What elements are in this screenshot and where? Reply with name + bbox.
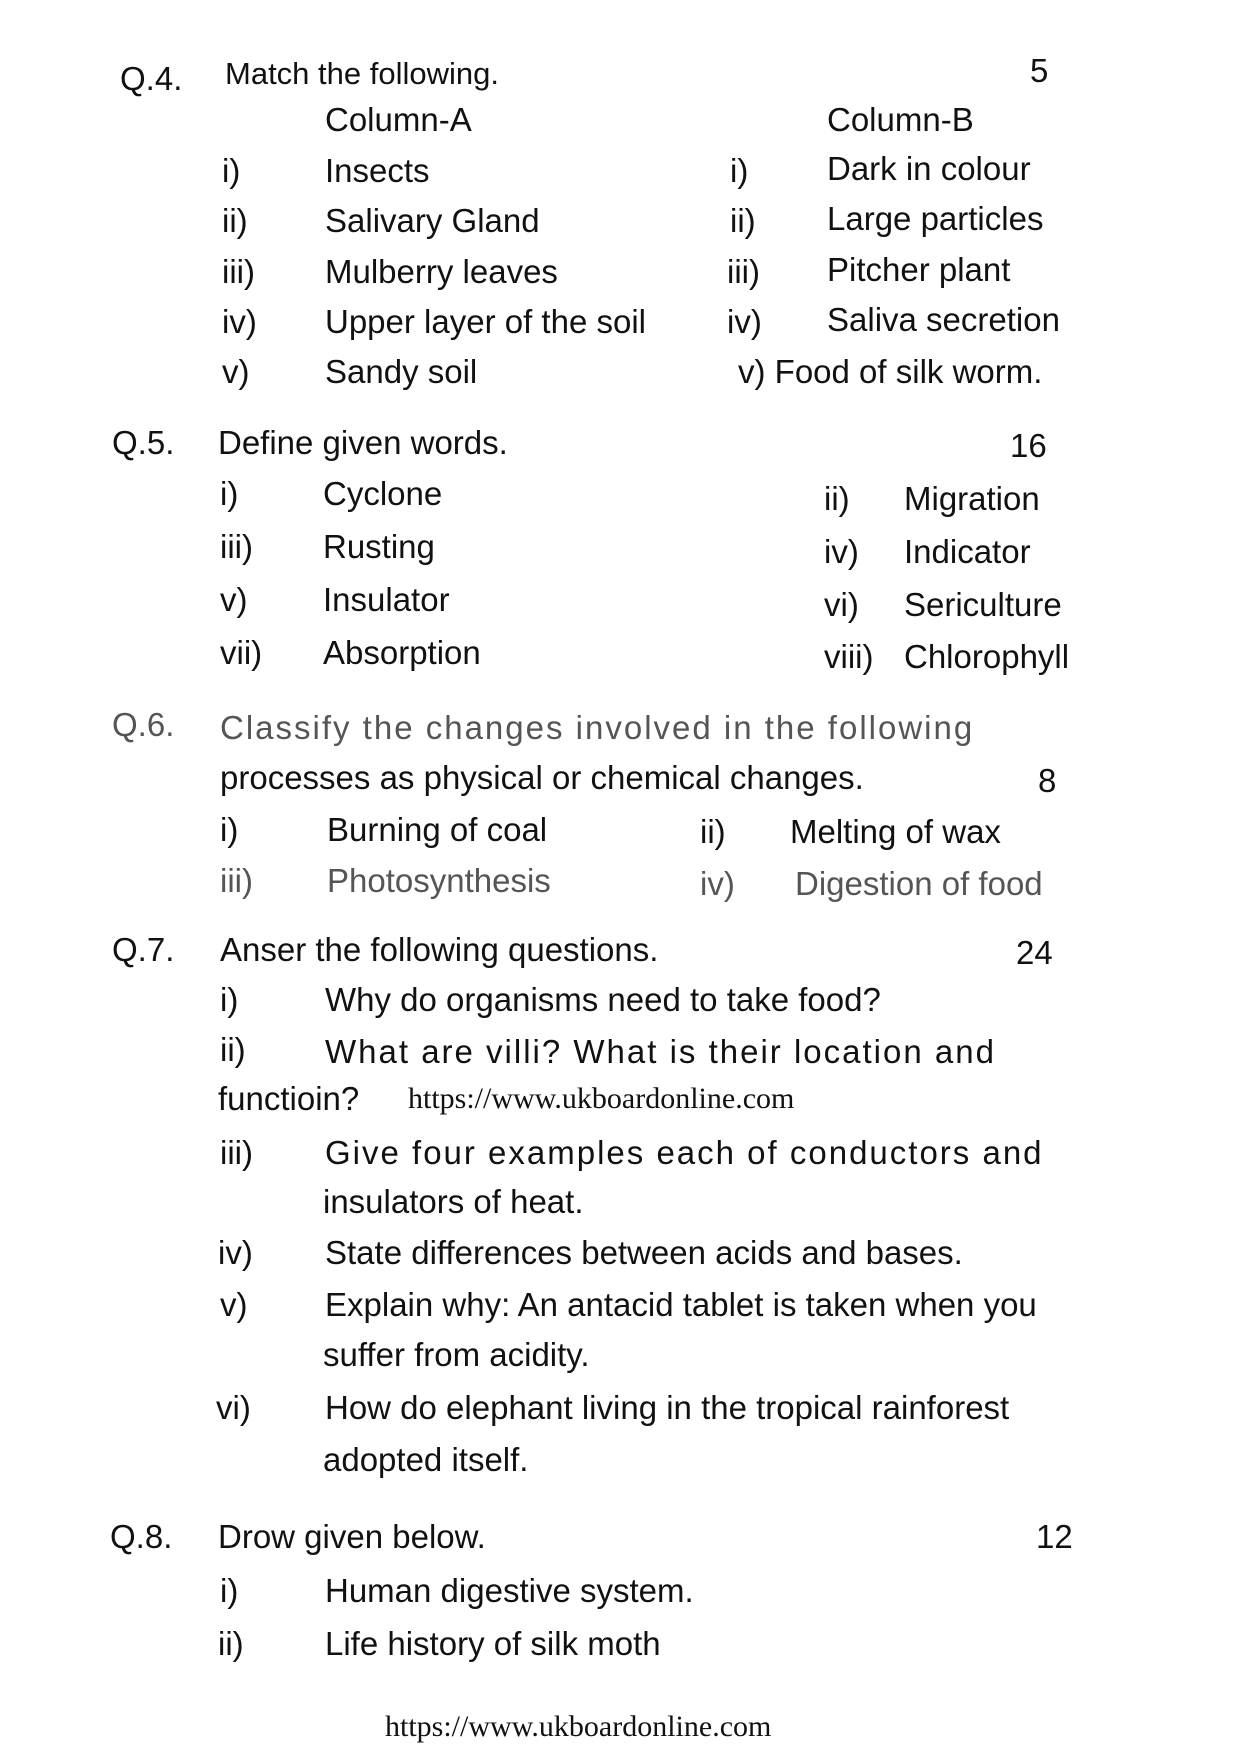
q4-b-text: Large particles [827, 200, 1044, 237]
q5-item-num: vii) [220, 634, 263, 671]
q6-marks: 8 [1038, 762, 1057, 799]
q6-item-text: Burning of coal [327, 811, 548, 848]
q5-number: Q.5. [112, 424, 175, 461]
q5-item-text: Indicator [904, 533, 1031, 570]
q4-a-text: Mulberry leaves [325, 253, 558, 290]
q7-item-line1: Give four examples each of conductors and [325, 1134, 1044, 1171]
q5-item-text: Rusting [323, 528, 435, 565]
q4-a-num: i) [222, 152, 241, 189]
q5-marks: 16 [1010, 427, 1047, 464]
q7-item-line1: Explain why: An antacid tablet is taken when you [325, 1286, 1037, 1323]
q4-a-text: Sandy soil [325, 353, 478, 390]
watermark-url: https://www.ukboardonline.com [408, 1082, 795, 1115]
q5-title: Define given words. [218, 424, 508, 461]
q4-a-num: v) [222, 353, 250, 390]
q7-item-line1: How do elephant living in the tropical rainforest [325, 1389, 1010, 1426]
q6-title-line2: processes as physical or chemical changes. [220, 759, 864, 796]
q7-item-line2: functioin? [218, 1080, 360, 1117]
q5-item-text: Absorption [323, 634, 481, 671]
q7-item-num: v) [220, 1286, 248, 1323]
q7-item-num: ii) [220, 1031, 246, 1068]
q6-number: Q.6. [112, 706, 175, 743]
q4-a-num: iv) [222, 303, 257, 340]
q7-item-line1: What are villi? What is their location and [325, 1033, 996, 1070]
q7-item-line2: adopted itself. [323, 1441, 529, 1478]
q6-item-num: ii) [700, 813, 726, 850]
q5-item-num: iv) [824, 533, 859, 570]
q5-item-num: ii) [824, 480, 850, 517]
q5-item-text: Cyclone [323, 475, 443, 512]
q7-title: Anser the following questions. [220, 931, 659, 968]
q8-item-num: i) [220, 1572, 239, 1609]
q5-item-num: iii) [220, 528, 253, 565]
q5-item-num: v) [220, 581, 248, 618]
q4-b-num: iii) [727, 253, 760, 290]
q4-b-text: Dark in colour [827, 150, 1031, 187]
q4-number: Q.4. [120, 60, 183, 97]
q4-a-text: Insects [325, 152, 430, 189]
q6-title-line1: Classify the changes involved in the following [220, 709, 975, 746]
q6-item-text: Digestion of food [795, 865, 1043, 902]
q5-item-num: viii) [824, 638, 874, 675]
q8-item-text: Human digestive system. [325, 1572, 694, 1609]
q6-item-text: Photosynthesis [327, 862, 551, 899]
q8-title: Drow given below. [218, 1518, 486, 1555]
q4-a-num: iii) [222, 253, 255, 290]
q5-item-num: i) [220, 475, 239, 512]
q6-item-num: iv) [700, 865, 735, 902]
q5-item-text: Insulator [323, 581, 450, 618]
q4-b-num: i) [730, 152, 749, 189]
q5-item-num: vi) [824, 586, 859, 623]
q7-item-line2: insulators of heat. [323, 1183, 584, 1220]
q7-item-num: vi) [216, 1389, 251, 1426]
q8-marks: 12 [1036, 1518, 1073, 1555]
footer-url: https://www.ukboardonline.com [385, 1710, 772, 1743]
q7-number: Q.7. [112, 931, 175, 968]
q4-b-text: Saliva secretion [827, 301, 1060, 338]
q5-item-text: Migration [904, 480, 1040, 517]
q7-item-num: i) [220, 981, 239, 1018]
q5-item-text: Chlorophyll [904, 638, 1070, 675]
q4-column-b-header: Column-B [827, 101, 974, 138]
q8-item-text: Life history of silk moth [325, 1625, 661, 1662]
q7-item-num: iii) [220, 1134, 253, 1171]
q8-number: Q.8. [110, 1518, 173, 1555]
q7-item-line2: suffer from acidity. [323, 1336, 590, 1373]
q4-b-text: Pitcher plant [827, 251, 1011, 288]
q4-marks: 5 [1030, 52, 1049, 89]
q4-a-text: Upper layer of the soil [325, 303, 646, 340]
q4-b-num: iv) [727, 303, 762, 340]
q7-item-line1: State differences between acids and bases. [325, 1234, 963, 1271]
q4-title: Match the following. [225, 56, 499, 91]
q4-b-text: v) Food of silk worm. [738, 353, 1043, 390]
q4-a-text: Salivary Gland [325, 202, 540, 239]
q4-column-a-header: Column-A [325, 101, 472, 138]
q6-item-text: Melting of wax [790, 813, 1001, 850]
q6-item-num: i) [220, 811, 239, 848]
q7-item-num: iv) [218, 1234, 253, 1271]
q8-item-num: ii) [218, 1625, 244, 1662]
q7-item-line1: Why do organisms need to take food? [325, 981, 881, 1018]
q7-marks: 24 [1016, 934, 1053, 971]
q4-b-num: ii) [730, 202, 756, 239]
q4-a-num: ii) [222, 202, 248, 239]
q6-item-num: iii) [220, 862, 253, 899]
q5-item-text: Sericulture [904, 586, 1062, 623]
